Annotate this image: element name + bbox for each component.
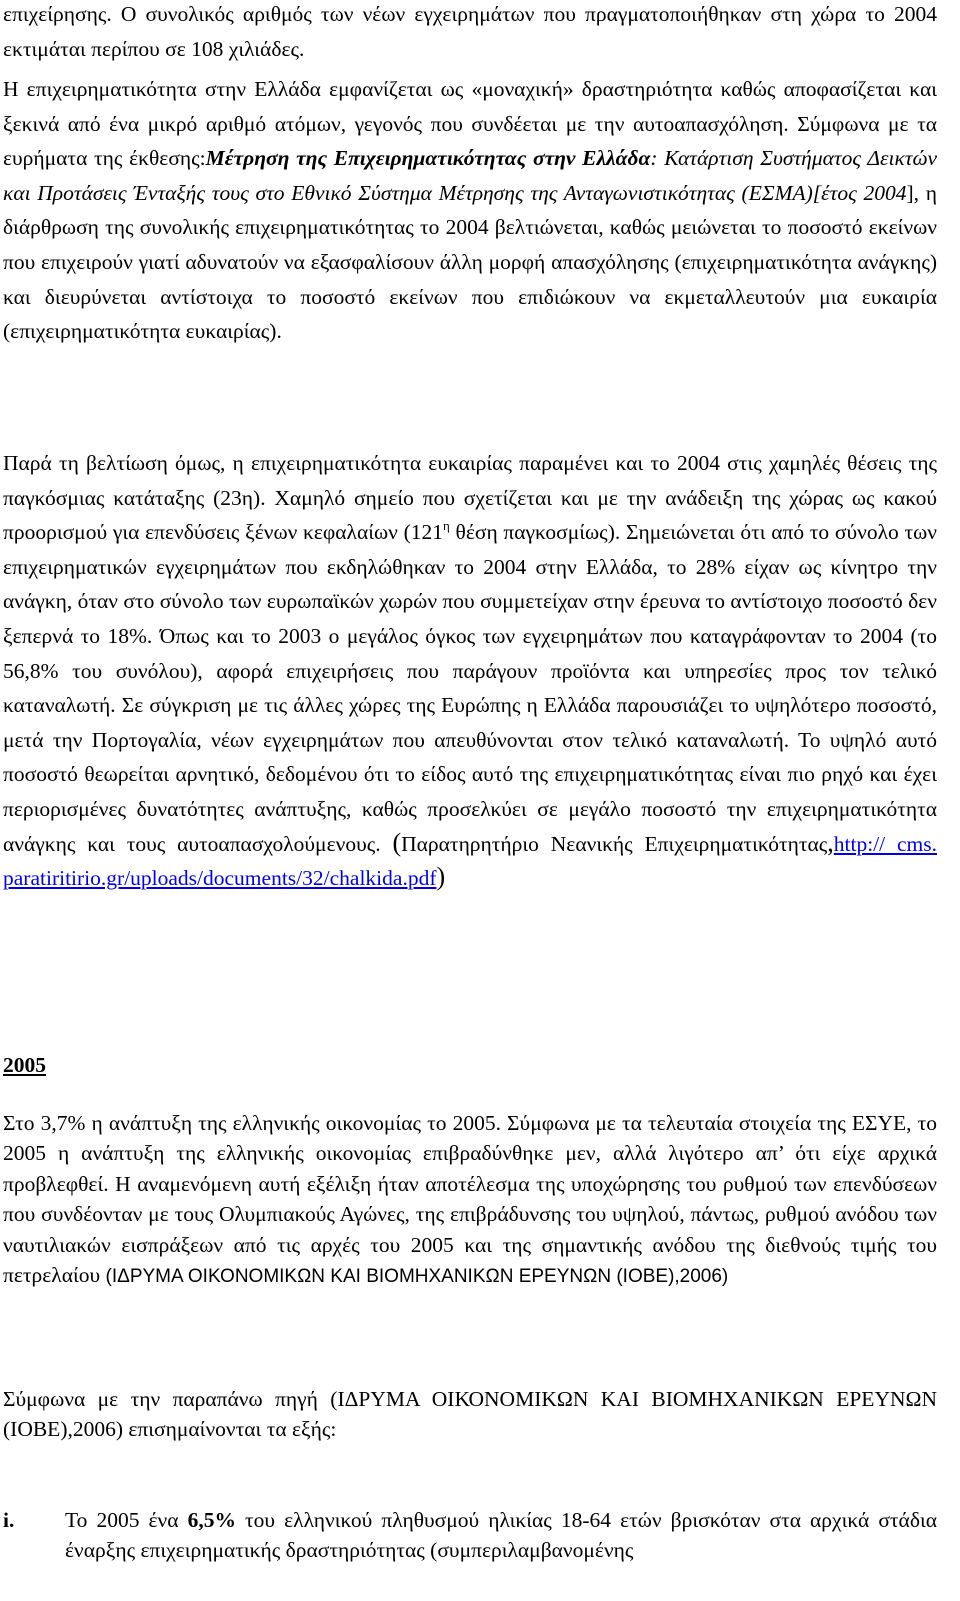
report-subtitle: : Κατάρτιση Συστήματος Δεικτών και Προτάσεις Ένταξής τους στο Εθνικό Σύστημα Μέτρησης της Ανταγωνιστικότητας (ΕΣΜΑ)[έτος 2004 [3, 146, 937, 205]
paragraph-opportunity-continuation: θέση παγκοσμίως). Σημειώνεται ότι από το σύνολο των επιχειρηματικών εγχειρημάτων που εκδηλώθηκαν το 2004 στην Ελλάδα, το 28% είχαν ως κίνητρο την ανάγκη, όταν στο σύνολο των ευρωπαϊκών χωρών που συμμετείχαν στην έρευνα το αντίστοιχο ποσοστό δεν ξεπερνά το 18%. Όπως και το 2003 ο μεγάλος όγκος των εγχειρημάτων που καταγράφονταν το 2004 (το 56,8% του συνόλου), αφορά επιχειρήσεις που παράγουν προϊόντα και υπηρεσίες προς τον τελικό καταναλωτή. Σε σύγκριση με τις άλλες χώρες της Ευρώπης η Ελλάδα παρουσιάζει το υψηλότερο ποσοστό, μετά την Πορτογαλία, νέων εγχειρημάτων που απευθύνονται στον τελικό καταναλωτή. Το υψηλό αυτό ποσοστό θεωρείται αρνητικό, δεδομένου ότι το είδος αυτό της επιχειρηματικότητας είναι πιο ρηχό και έχει περιορισμένες δυνατότητες ανάπτυξης, καθώς προσελκύει σε μεγάλο ποσοστό την επιχειρηματικότητα ανάγκης και τους αυτοαπασχολούμενους. [3, 520, 937, 856]
paragraph-intro-text: επιχείρησης. Ο συνολικός αριθμός των νέων εγχειρημάτων που πραγματοποιήθηκαν στη χώρα το 2004 εκτιμάται περίπου σε 108 χιλιάδες. [3, 2, 937, 61]
paragraph-growth-text: Στο 3,7% η ανάπτυξη της ελληνικής οικονομίας το 2005. Σύμφωνα με τα τελευταία στοιχεία της ΕΣΥΕ, το 2005 η ανάπτυξη της ελληνικής οικονομίας επιβραδύνθηκε μεν, αλλά λιγότερο απ’ ότι είχε αρχικά προβλεφθεί. Η αναμενόμενη αυτή εξέλιξη ήταν αποτέλεσμα της υποχώρησης του ρυθμού των επενδύσεων που συνδέονταν με τους Ολυμπιακούς Αγώνες, της επιβράδυνσης του υψηλού, πάντως, ρυθμού ανόδου των ναυτιλιακών εισπράξεων από τις αρχές του 2005 και της σημαντικής ανόδου της διεθνούς τιμής του πετρελαίου [3, 1111, 937, 1288]
list-item-continuation: του ελληνικού πληθυσμού ηλικίας 18-64 ετών βρισκόταν στα αρχικά στάδια έναρξης επιχειρηματικής δραστηριότητας (συμπεριλαμβανομένης [65, 1508, 938, 1563]
paragraph-growth [3, 1108, 937, 1292]
paragraph-entrepreneurship-text: Η επιχειρηματικότητα στην Ελλάδα εμφανίζεται ως «μοναχική» δραστηριότητα καθώς αποφασίζεται και ξεκινά από ένα μικρό αριθμό ατόμων, γεγονός που συνδέεται με την αυτοαπασχόληση. Σύμφωνα με τα ευρήματα της έκθεσης: [3, 77, 937, 171]
paragraph-opportunity [3, 446, 937, 896]
close-paren: ) [436, 862, 446, 892]
paragraph-opportunity-text: Παρά τη βελτίωση όμως, η επιχειρηματικότητα ευκαιρίας παραμένει και το 2004 στις χαμηλές θέσεις της παγκόσμιας κατάταξης (23η). Χαμηλό σημείο που σχετίζεται και με την ανάδειξη της χώρας ως κακού προορισμού για επενδύσεις ξένων κεφαλαίων (121 [3, 451, 937, 545]
citation-comma: , [827, 827, 834, 857]
list-item-percent: 6,5% [187, 1508, 236, 1532]
source-link[interactable]: http:// cms. paratiritirio.gr/uploads/documents/32/chalkida.pdf [3, 831, 938, 891]
paragraph-according [3, 1384, 937, 1445]
list-item-body [65, 1505, 937, 1566]
open-paren: ( [392, 827, 402, 857]
report-title: Μέτρηση της Επιχειρηματικότητας στην Ελλάδα [205, 146, 651, 171]
paragraph-according-text: Σύμφωνα με την παραπάνω πηγή (ΙΔΡΥΜΑ ΟΙΚΟΝΟΜΙΚΩΝ ΚΑΙ ΒΙΟΜΗΧΑΝΙΚΩΝ ΕΡΕΥΝΩΝ (ΙΟΒΕ),2006) επισημαίνονται τα εξής: [3, 1387, 937, 1442]
paragraph-entrepreneurship-continuation: ], η διάρθρωση της συνολικής επιχειρηματικότητας το 2004 βελτιώνεται, καθώς μειώνεται το ποσοστό εκείνων που επιχειρούν γιατί αδυνατούν να εξασφαλίσουν άλλη μορφή απασχόλησης (επιχειρηματικότητα ανάγκης) και διευρύνεται αντίστοιχα το ποσοστό εκείνων που επιδιώκουν να εκμεταλλευτούν μια ευκαιρία (επιχειρηματικότητα ευκαιρίας). [3, 180, 937, 344]
list-marker: i. [3, 1508, 15, 1532]
paragraph-entrepreneurship [3, 72, 937, 349]
list-item [3, 1505, 937, 1566]
source-citation: Παρατηρητήριο Νεανικής Επιχειρηματικότητας [401, 831, 828, 856]
list-item-text: Το 2005 ένα [65, 1508, 188, 1532]
section-heading-2005: 2005 [3, 1053, 46, 1077]
ordinal-superscript: η [443, 518, 450, 534]
paragraph-intro [3, 0, 937, 66]
iobe-source: (ΙΔΡΥΜΑ ΟΙΚΟΝΟΜΙΚΩΝ ΚΑΙ ΒΙΟΜΗΧΑΝΙΚΩΝ ΕΡΕΥΝΩΝ (ΙΟΒΕ),2006) [105, 1266, 729, 1288]
